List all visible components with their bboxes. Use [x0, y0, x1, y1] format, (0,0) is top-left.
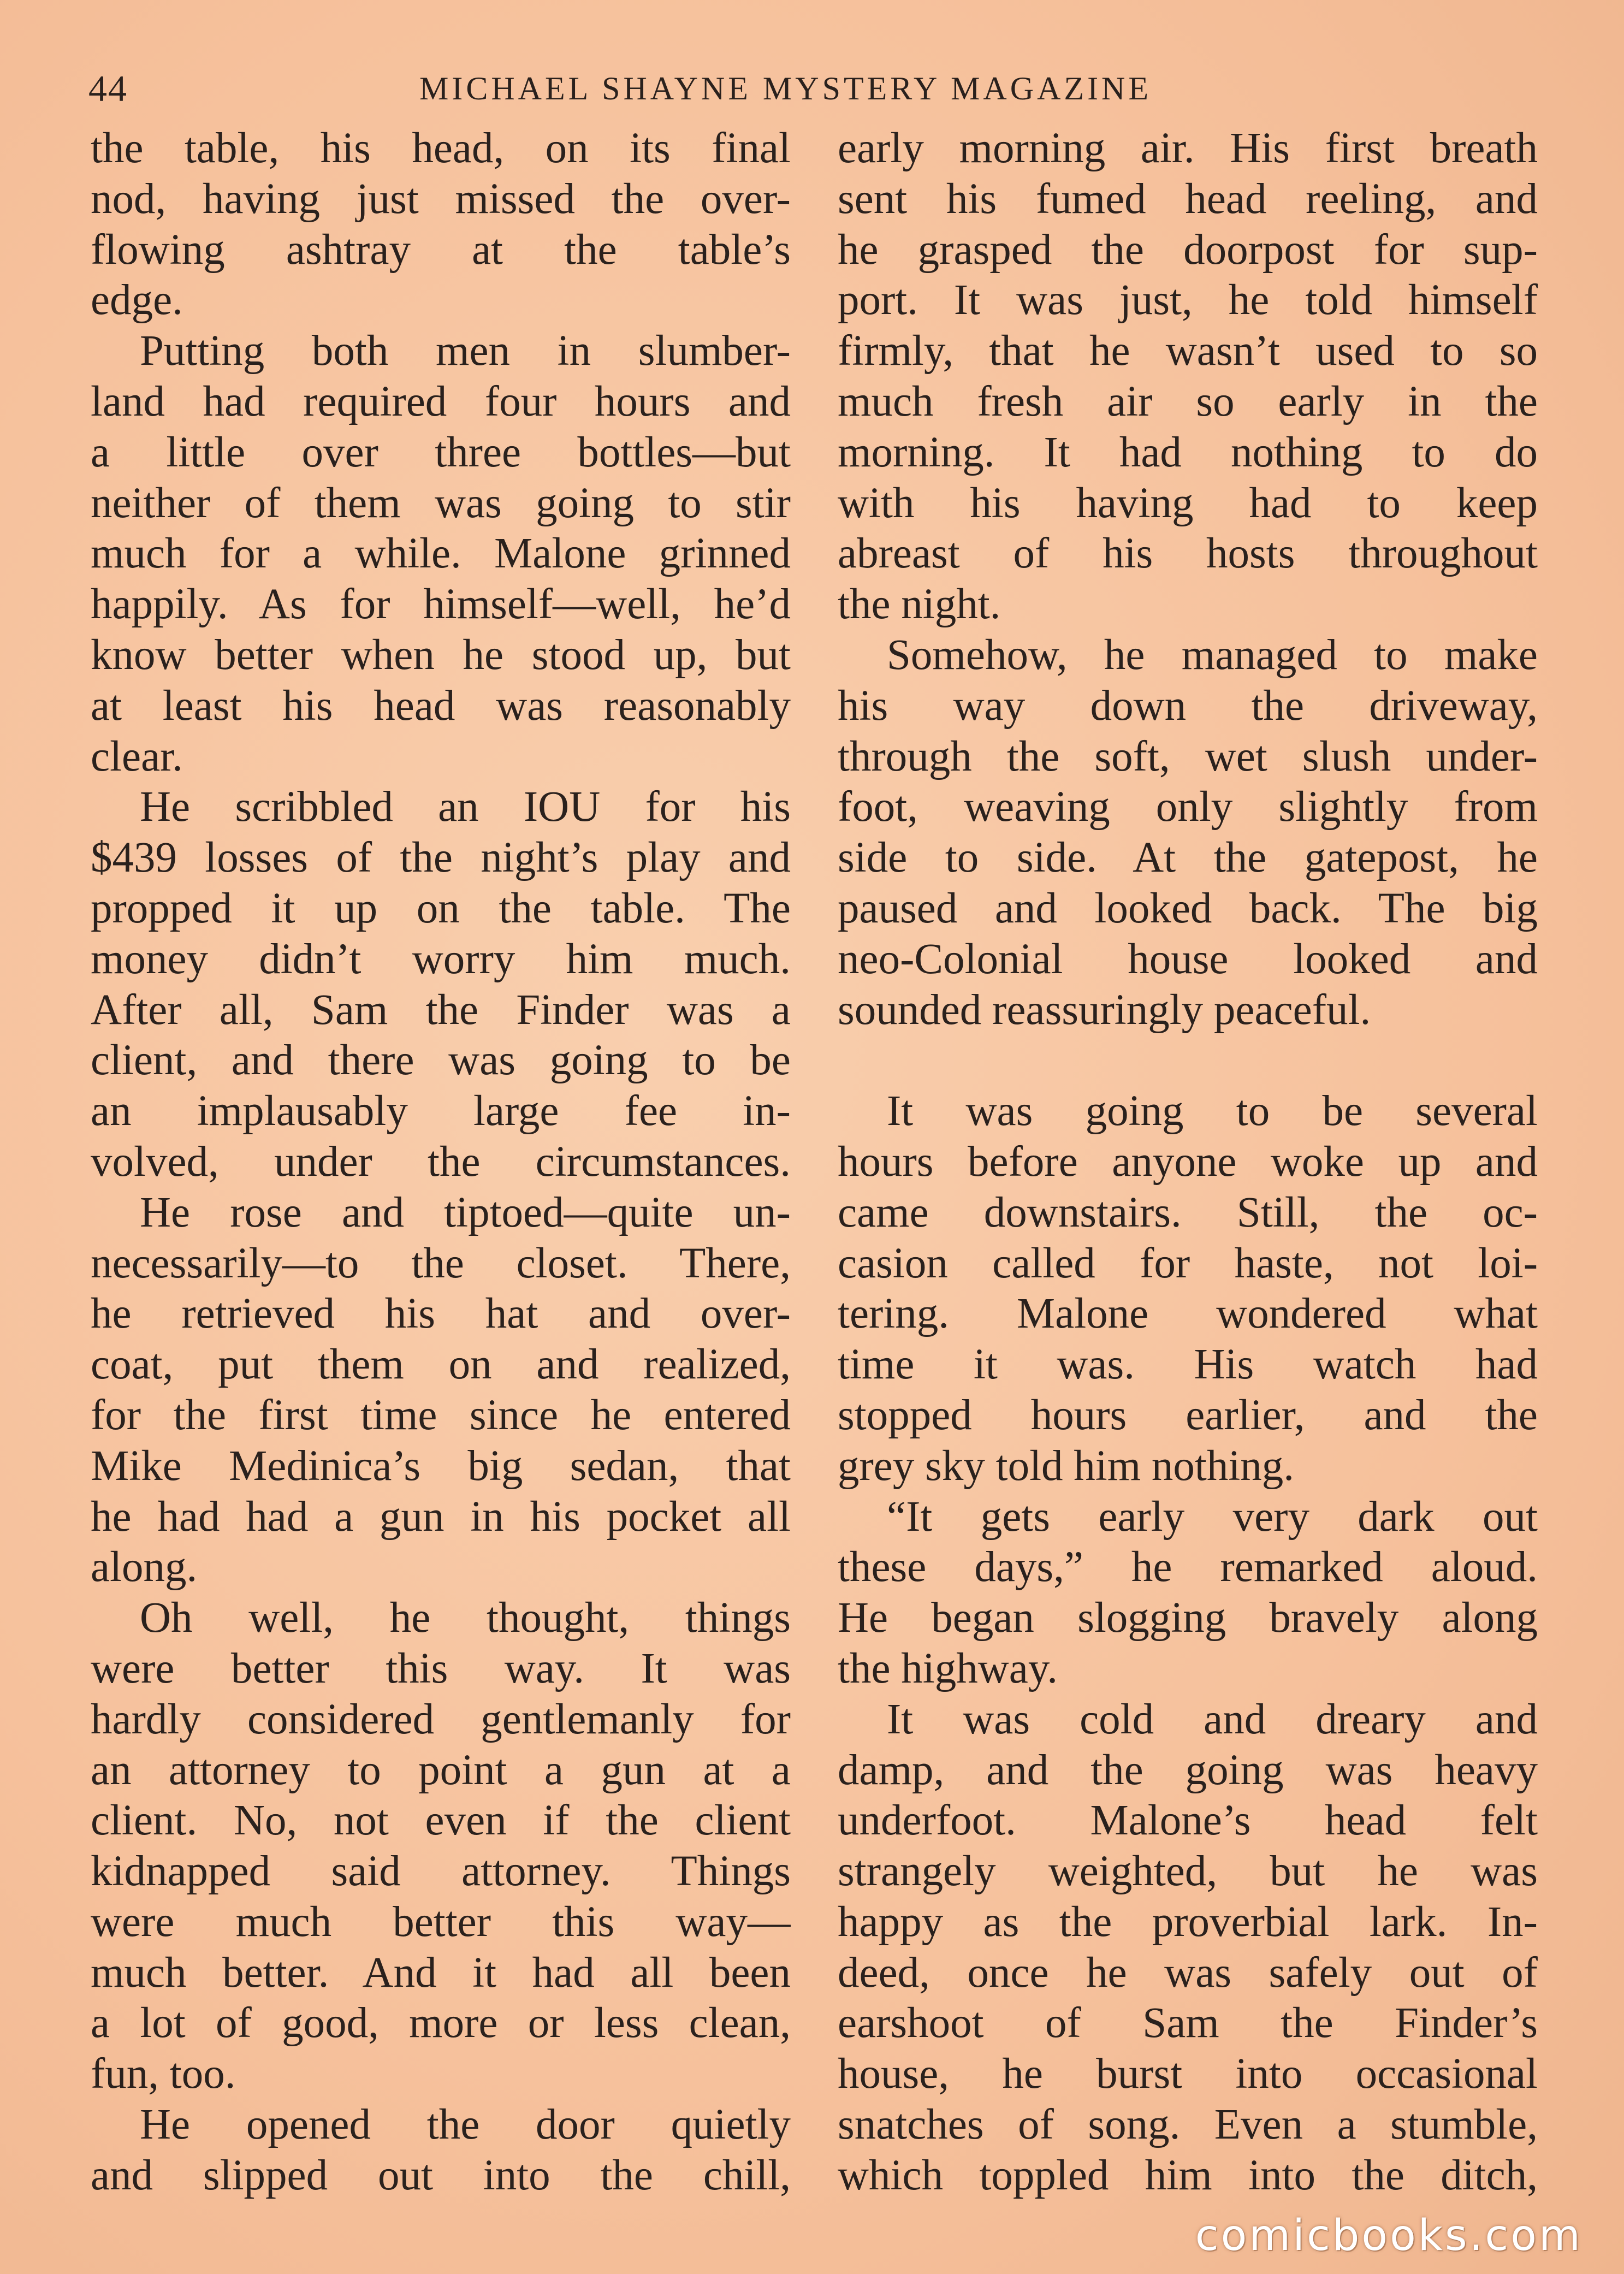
text-line: foot, weaving only slightly from	[838, 783, 1538, 831]
text-line: he had had a gun in his pocket all	[91, 1493, 791, 1541]
text-line: necessarily—to the closet. There,	[91, 1239, 791, 1287]
text-line: propped it up on the table. The	[91, 884, 791, 932]
text-line: client, and there was going to be	[91, 1037, 791, 1085]
text-line: Somehow, he managed to make	[887, 631, 1538, 679]
text-line: at least his head was reasonably	[91, 682, 791, 730]
text-line: these days,” he remarked aloud.	[838, 1543, 1538, 1591]
text-line: a lot of good, more or less clean,	[91, 1999, 791, 2047]
text-line: stopped hours earlier, and the	[838, 1391, 1538, 1439]
text-line: sent his fumed head reeling, and	[838, 175, 1538, 223]
text-line: It was cold and dreary and	[887, 1695, 1538, 1743]
text-line: He rose and tiptoed—quite un-	[140, 1188, 791, 1236]
text-line: with his having had to keep	[838, 479, 1538, 527]
text-line: much fresh air so early in the	[838, 377, 1538, 425]
text-line: neither of them was going to stir	[91, 479, 791, 527]
text-line: much for a while. Malone grinned	[91, 530, 791, 578]
text-line: He opened the door quietly	[140, 2101, 791, 2149]
text-line: the night.	[838, 581, 1001, 629]
page-number: 44	[88, 68, 128, 109]
text-line: grey sky told him nothing.	[838, 1442, 1295, 1490]
text-line: Putting both men in slumber-	[140, 327, 791, 375]
text-line: paused and looked back. The big	[838, 884, 1538, 932]
text-line: were better this way. It was	[91, 1644, 791, 1692]
text-line: port. It was just, he told himself	[838, 276, 1538, 324]
text-line: the table, his head, on its final	[91, 125, 791, 172]
text-line	[838, 1035, 1538, 1086]
text-line: morning. It had nothing to do	[838, 428, 1538, 476]
watermark-logo: comicbooks.com	[1195, 2211, 1582, 2260]
text-line: He began slogging bravely along	[838, 1594, 1538, 1642]
text-line: tering. Malone wondered what	[838, 1290, 1538, 1338]
text-line: early morning air. His first breath	[838, 125, 1538, 172]
text-line: clear.	[91, 732, 183, 780]
text-line: hours before anyone woke up and	[838, 1138, 1538, 1186]
text-line: nod, having just missed the over-	[91, 175, 791, 223]
text-line: which toppled him into the ditch,	[838, 2151, 1538, 2199]
text-line: came downstairs. Still, the oc-	[838, 1188, 1538, 1236]
text-line: time it was. His watch had	[838, 1341, 1538, 1389]
text-line: through the soft, wet slush under-	[838, 732, 1538, 780]
text-line: were much better this way—	[91, 1898, 791, 1946]
text-line: flowing ashtray at the table’s	[91, 226, 791, 274]
text-line: side to side. At the gatepost, he	[838, 834, 1538, 882]
running-title: MICHAEL SHAYNE MYSTERY MAGAZINE	[419, 70, 1152, 106]
text-line: strangely weighted, but he was	[838, 1847, 1538, 1896]
text-line: damp, and the going was heavy	[838, 1746, 1538, 1794]
text-line: deed, once he was safely out of	[838, 1949, 1538, 1997]
text-line: and slipped out into the chill,	[91, 2151, 791, 2199]
text-line: a little over three bottles—but	[91, 428, 791, 476]
text-line: he grasped the doorpost for sup-	[838, 226, 1538, 274]
text-line: an attorney to point a gun at a	[91, 1746, 791, 1794]
text-line: along.	[91, 1543, 198, 1591]
text-line: money didn’t worry him much.	[91, 935, 791, 983]
text-line: volved, under the circumstances.	[91, 1138, 791, 1186]
text-line: he retrieved his hat and over-	[91, 1290, 791, 1338]
text-line: It was going to be several	[887, 1087, 1538, 1135]
text-line: firmly, that he wasn’t used to so	[838, 327, 1538, 375]
text-line: fun, too.	[91, 2050, 236, 2098]
text-line: kidnapped said attorney. Things	[91, 1847, 791, 1896]
page-header	[88, 61, 1536, 116]
text-line: casion called for haste, not loi-	[838, 1239, 1538, 1287]
text-line: Mike Medinica’s big sedan, that	[91, 1442, 791, 1490]
left-text-column	[91, 123, 791, 2199]
text-line: an implausably large fee in-	[91, 1087, 791, 1135]
text-line: abreast of his hosts throughout	[838, 530, 1538, 578]
text-line: happy as the proverbial lark. In-	[838, 1898, 1538, 1946]
text-line: He scribbled an IOU for his	[140, 783, 791, 831]
text-line: know better when he stood up, but	[91, 631, 791, 679]
text-line: “It gets early very dark out	[887, 1493, 1538, 1541]
text-line: land had required four hours and	[91, 377, 791, 425]
text-line: underfoot. Malone’s head felt	[838, 1797, 1538, 1845]
text-line: house, he burst into occasional	[838, 2050, 1538, 2098]
text-line: the highway.	[838, 1644, 1058, 1692]
text-line: After all, Sam the Finder was a	[91, 986, 791, 1034]
text-line: hardly considered gentlemanly for	[91, 1695, 791, 1743]
text-line: Oh well, he thought, things	[140, 1594, 791, 1642]
text-line: neo-Colonial house looked and	[838, 935, 1538, 983]
text-line: much better. And it had all been	[91, 1949, 791, 1997]
text-line: $439 losses of the night’s play and	[91, 834, 791, 882]
text-line: sounded reassuringly peaceful.	[838, 986, 1371, 1034]
text-line: snatches of song. Even a stumble,	[838, 2101, 1538, 2149]
text-line: happily. As for himself—well, he’d	[91, 581, 791, 629]
text-line: coat, put them on and realized,	[91, 1341, 791, 1389]
text-line: for the first time since he entered	[91, 1391, 791, 1439]
text-line: earshoot of Sam the Finder’s	[838, 1999, 1538, 2047]
text-line: client. No, not even if the client	[91, 1797, 791, 1845]
text-line: his way down the driveway,	[838, 682, 1538, 730]
right-text-column	[838, 123, 1538, 2199]
text-line: edge.	[91, 276, 183, 324]
